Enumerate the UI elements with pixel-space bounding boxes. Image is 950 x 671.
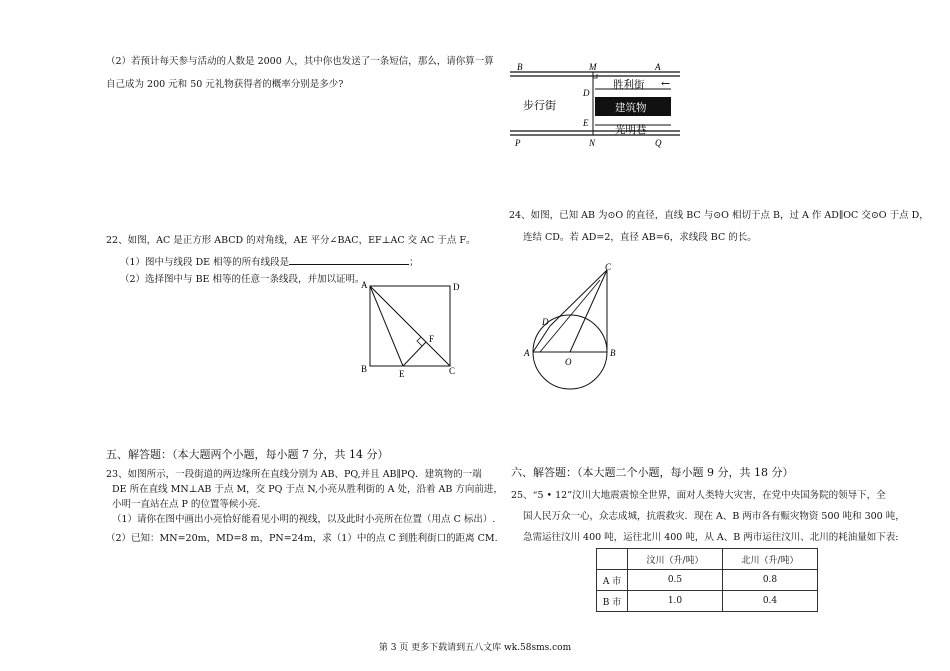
- label-f: F: [429, 334, 435, 344]
- label-b: B: [610, 348, 616, 358]
- table-row: [597, 570, 818, 591]
- q22-part1: [120, 254, 419, 269]
- q25-line2: 国人民万众一心，众志成城，抗震救灾．现在 A、B 两市各有赈灾物资 500 吨和 300 吨，: [523, 511, 905, 522]
- q23-line1: 23、如图所示，一段街道的两边缘所在直线分别为 AB、PQ,并且 AB∥PQ．建筑物的一端: [106, 469, 482, 480]
- walkway-label: 步行街: [523, 99, 556, 112]
- q23-line2: DE 所在直线 MN⊥AB 于点 M，交 PQ 于点 N,小亮从胜利街的 A 处，沿着 AB 方向前进，: [112, 484, 503, 495]
- street-figure: [505, 55, 695, 150]
- label-e: E: [399, 369, 405, 378]
- building-label: 建筑物: [615, 102, 647, 114]
- q23-part2: （2）已知：MN=20m，MD=8 m，PN=24m，求（1）中的点 C 到胜利街口的距离 CM.: [106, 533, 498, 544]
- table-header-row: [597, 549, 818, 570]
- q22-intro: 22、如图，AC 是正方形 ABCD 的对角线，AE 平分∠BAC，EF⊥AC 交 AC 于点 F。: [106, 235, 476, 246]
- section5-heading: 五、解答题：（本大题两个小题，每小题 7 分，共 14 分）: [106, 448, 389, 461]
- table-header-cell: 汶川（升/吨）: [628, 549, 723, 570]
- label-e: E: [583, 118, 589, 128]
- arrow-left-icon: ←: [661, 77, 671, 90]
- segment-oc: [570, 270, 607, 352]
- page-footer: 第 3 页 更多下载请到五八文库 wk.58sms.com: [378, 643, 572, 653]
- q25-line3: 急需运往汶川 400 吨，运往北川 400 吨，从 A、B 两市运往汶川、北川的耗油量如下表:: [523, 532, 899, 543]
- label-d: D: [583, 88, 590, 98]
- q21-part2-line1: （2）若预计每天参与活动的人数是 2000 人，其中你也发送了一条短信，那么，请你算一算: [106, 56, 494, 67]
- table-header-cell: [597, 549, 628, 570]
- q22-part1-end: ；: [409, 257, 419, 268]
- table-cell: 0.4: [723, 591, 818, 612]
- label-n: N: [589, 138, 596, 148]
- segment-dc: [550, 270, 607, 326]
- street-bottom-label: 光明巷: [615, 124, 647, 136]
- diagonal-ac: [370, 286, 450, 366]
- table-cell: 1.0: [628, 591, 723, 612]
- label-a: A: [655, 62, 661, 72]
- table-row: [597, 591, 818, 612]
- table-cell: 0.8: [723, 570, 818, 591]
- label-d: D: [453, 282, 460, 292]
- q22-part1-text: （1）图中与线段 DE 相等的所有线段是: [120, 257, 290, 268]
- circle-figure: [520, 262, 625, 392]
- label-c: C: [605, 262, 612, 272]
- q21-part2-line2: 自己成为 200 元和 50 元礼物获得者的概率分别是多少?: [106, 79, 344, 90]
- table-cell: 0.5: [628, 570, 723, 591]
- fuel-table: [596, 548, 818, 612]
- street-top-label: 胜利街: [613, 79, 645, 91]
- q23-part1: （1）请你在图中画出小亮恰好能看见小明的视线，以及此时小亮所在位置（用点 C 标出）.: [112, 514, 496, 525]
- q24-line1: 24、如图，已知 AB 为⊙O 的直径，直线 BC 与⊙O 相切于点 B，过 A 作 AD∥OC 交⊙O 于点 D，: [509, 210, 929, 221]
- label-q: Q: [655, 138, 662, 148]
- label-m: M: [589, 62, 597, 72]
- q23-line3: 小明一直站在点 P 的位置等候小亮.: [112, 499, 261, 510]
- q24-line2: 连结 CD。若 AD=2，直径 AB=6，求线段 BC 的长。: [523, 232, 757, 243]
- label-a: A: [361, 280, 368, 290]
- table-header-cell: 北川（升/吨）: [723, 549, 818, 570]
- q22-part2: （2）选择图中与 BE 相等的任意一条线段，并加以证明。: [120, 274, 365, 285]
- label-c: C: [449, 366, 456, 376]
- table-cell: B 市: [597, 591, 628, 612]
- label-b: B: [361, 364, 368, 374]
- label-o: O: [565, 357, 572, 367]
- table-cell: A 市: [597, 570, 628, 591]
- label-d: D: [542, 317, 549, 327]
- bisector-ae: [370, 286, 403, 366]
- section6-heading: 六、解答题：（本大题二个小题，每小题 9 分，共 18 分）: [511, 466, 794, 479]
- square-figure: [355, 278, 465, 378]
- segment-ef: [403, 342, 426, 366]
- q22-answer-blank: [289, 254, 409, 265]
- label-a: A: [524, 348, 530, 358]
- segment-extra: [540, 280, 600, 352]
- label-p: P: [515, 138, 521, 148]
- q25-line1: 25、“5 • 12”汶川大地震震惊全世界，面对人类特大灾害，在党中央国务院的领导下，全: [511, 490, 886, 501]
- right-angle-mark: [417, 337, 422, 346]
- label-b: B: [517, 62, 523, 72]
